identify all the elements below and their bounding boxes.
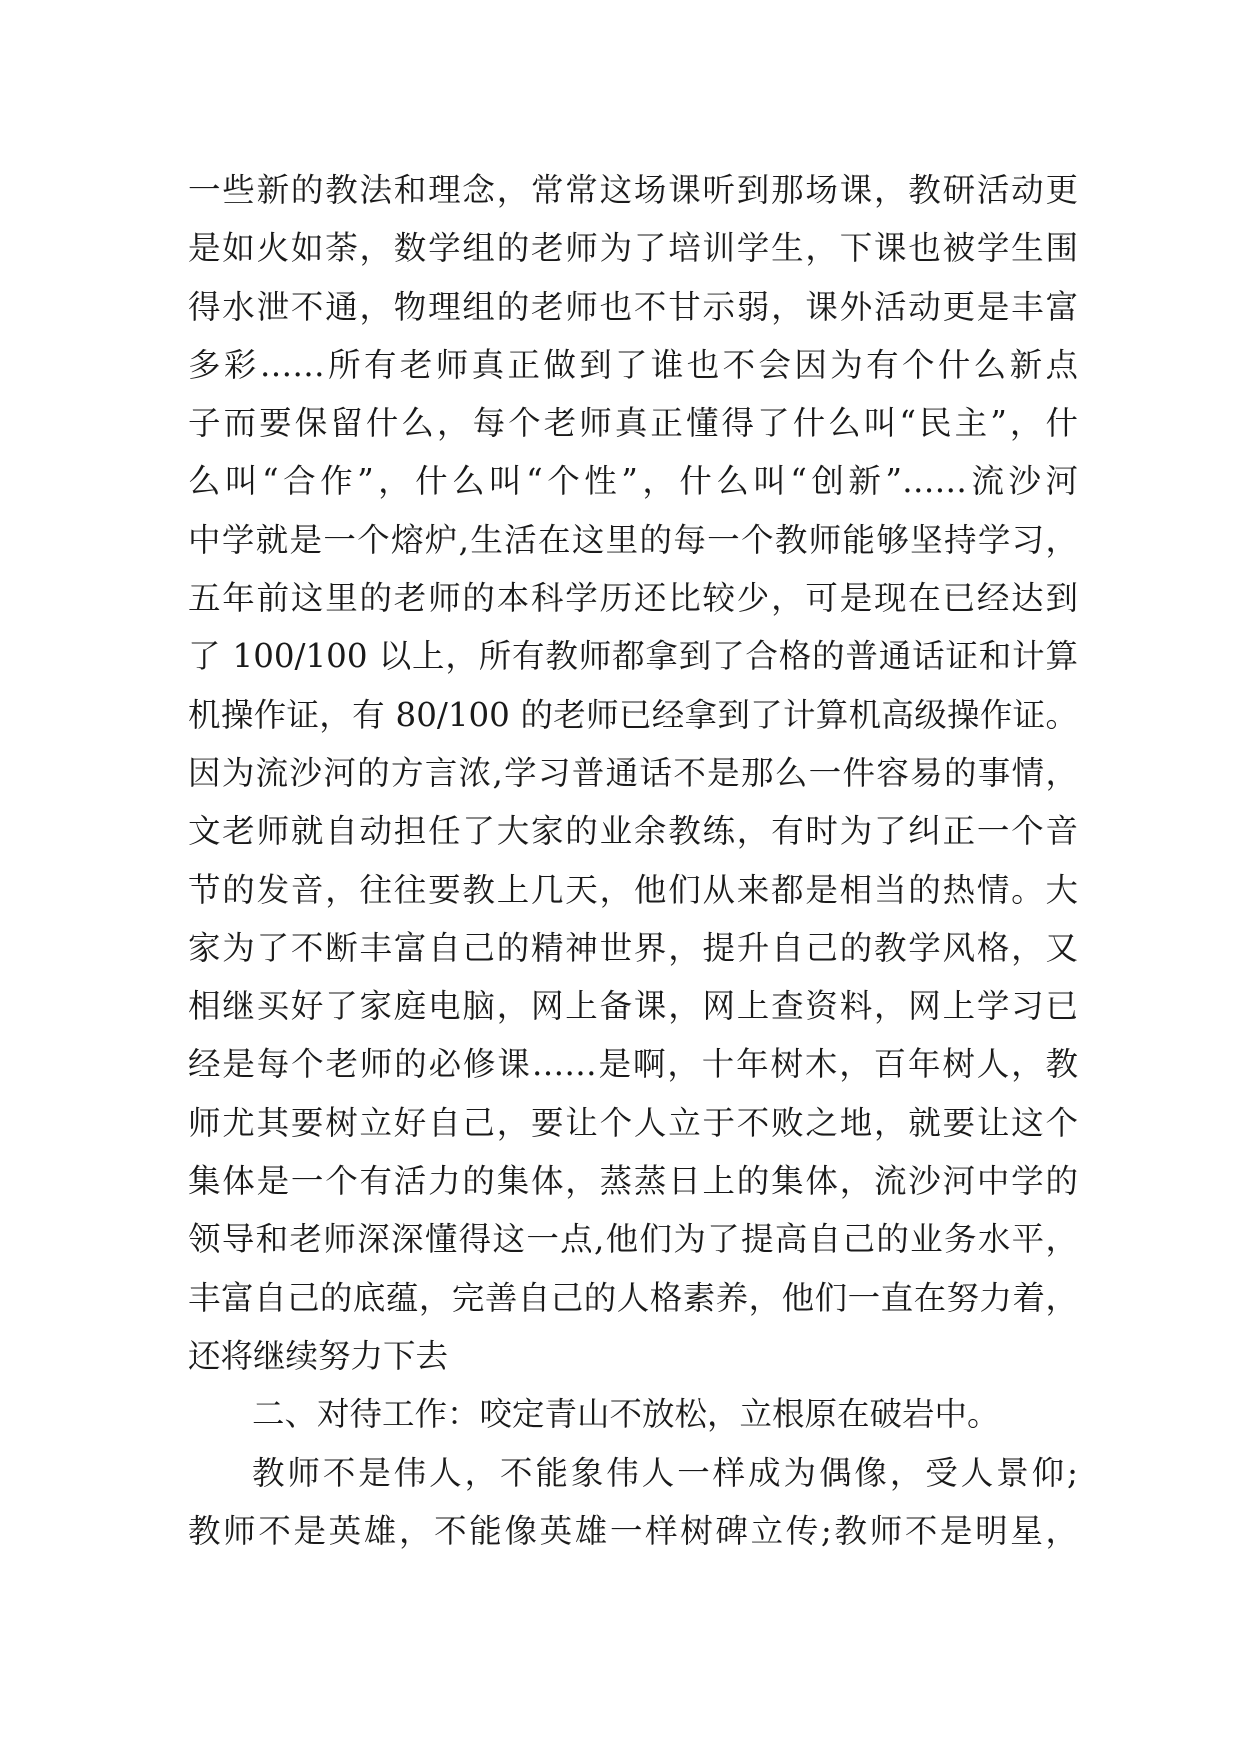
paragraph-first-line: 教师不是伟人，不能象伟人一样成为偶像，受人景仰;	[252, 1453, 1078, 1492]
text-line: 机操作证，有 80/100 的老师已经拿到了计算机高级操作证。	[188, 695, 1078, 734]
text-line: 领导和老师深深懂得这一点,他们为了提高自己的业务水平，	[188, 1220, 1078, 1259]
text-line: 么叫“合作”，什么叫“个性”，什么叫“创新”……流沙河	[188, 462, 1078, 501]
text-line: 节的发音，往往要教上几天，他们从来都是相当的热情。大	[188, 870, 1078, 909]
body-text	[188, 161, 1078, 1560]
text-line: 了 100/100 以上，所有教师都拿到了合格的普通话证和计算	[188, 637, 1078, 676]
text-line: 中学就是一个熔炉,生活在这里的每一个教师能够坚持学习，	[188, 520, 1078, 559]
text-line: 五年前这里的老师的本科学历还比较少，可是现在已经达到	[188, 579, 1078, 618]
section-heading: 二、对待工作：咬定青山不放松，立根原在破岩中。	[252, 1395, 1000, 1434]
text-line: 经是每个老师的必修课……是啊，十年树木，百年树人，教	[188, 1045, 1078, 1084]
text-line: 师尤其要树立好自己，要让个人立于不败之地，就要让这个	[188, 1103, 1078, 1142]
text-line: 子而要保留什么，每个老师真正懂得了什么叫“民主”，什	[188, 404, 1078, 443]
text-line: 集体是一个有活力的集体，蒸蒸日上的集体，流沙河中学的	[188, 1162, 1078, 1201]
text-line: 文老师就自动担任了大家的业余教练，有时为了纠正一个音	[188, 812, 1078, 851]
text-line: 还将继续努力下去	[188, 1336, 449, 1375]
text-line: 是如火如荼，数学组的老师为了培训学生，下课也被学生围	[188, 229, 1078, 268]
text-line: 家为了不断丰富自己的精神世界，提升自己的教学风格，又	[188, 928, 1078, 967]
text-line: 教师不是英雄，不能像英雄一样树碑立传;教师不是明星，	[188, 1511, 1078, 1550]
text-line: 多彩……所有老师真正做到了谁也不会因为有个什么新点	[188, 345, 1078, 384]
text-line: 因为流沙河的方言浓,学习普通话不是那么一件容易的事情，	[188, 753, 1078, 792]
text-line: 丰富自己的底蕴，完善自己的人格素养，他们一直在努力着，	[188, 1278, 1078, 1317]
text-line: 一些新的教法和理念，常常这场课听到那场课，教研活动更	[188, 171, 1078, 209]
text-line: 得水泄不通，物理组的老师也不甘示弱，课外活动更是丰富	[188, 287, 1078, 326]
text-line: 相继买好了家庭电脑，网上备课，网上查资料，网上学习已	[188, 987, 1078, 1026]
